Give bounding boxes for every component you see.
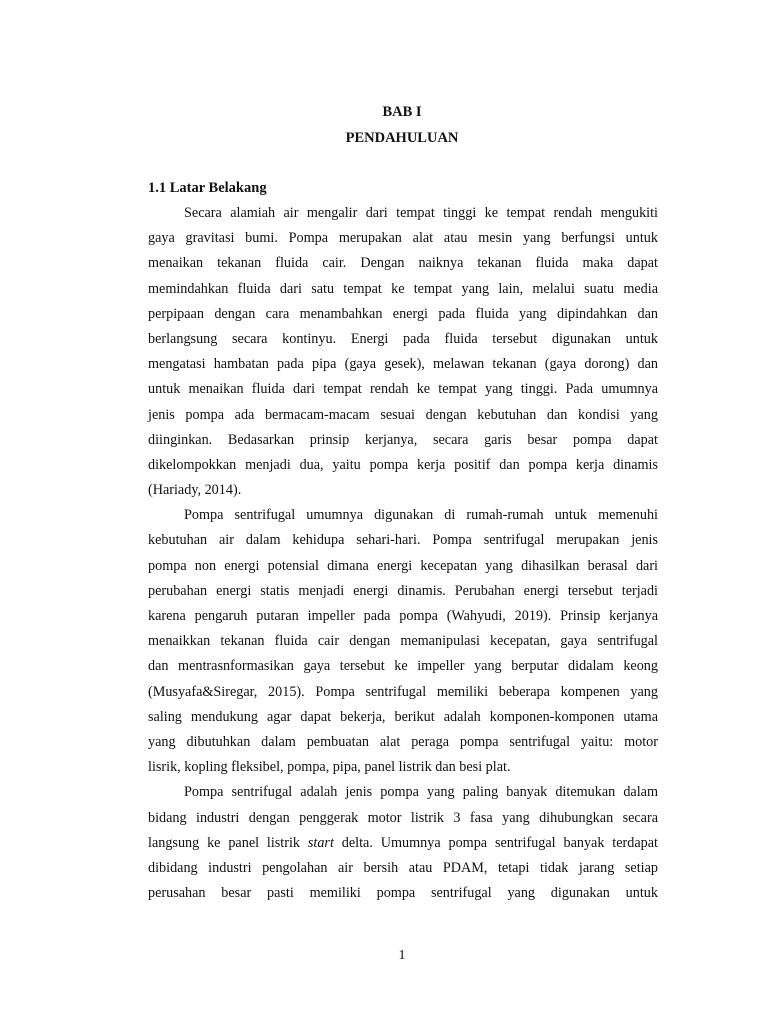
text-line: saling mendukung agar dapat bekerja, berikut adalah komponen-komponen utama bbox=[148, 708, 658, 725]
text-line: dibidang industri pengolahan air bersih atau PDAM, tetapi tidak jarang setiap bbox=[148, 859, 658, 876]
text-segment: delta. Umumnya pompa sentrifugal banyak terdapat bbox=[333, 834, 658, 851]
text-line: karena pengaruh putaran impeller pada pompa (Wahyudi, 2019). Prinsip kerjanya bbox=[148, 608, 658, 624]
text-line: diinginkan. Bedasarkan prinsip kerjanya, secara garis besar pompa dapat bbox=[148, 431, 658, 448]
text-line: lisrik, kopling fleksibel, pompa, pipa, panel listrik dan besi plat. bbox=[148, 759, 511, 776]
text-line: perpipaan dengan cara menambahkan energi pada fluida yang dipindahkan dan bbox=[148, 305, 658, 322]
text-line: memindahkan fluida dari satu tempat ke tempat yang lain, melalui suatu media bbox=[148, 280, 658, 297]
text-line bbox=[148, 831, 658, 856]
text-line: mengatasi hambatan pada pipa (gaya gesek), melawan tekanan (gaya dorong) dan bbox=[148, 356, 658, 373]
text-line: perubahan energi statis menjadi energi dinamis. Perubahan energi tersebut terjadi bbox=[148, 582, 658, 599]
text-line: berlangsung secara kontinyu. Energi pada fluida tersebut digunakan untuk bbox=[148, 330, 658, 347]
text-line: yang dibutuhkan dalam pembuatan alat peraga pompa sentrifugal yaitu: motor bbox=[148, 733, 658, 750]
text-line: menaikkan tekanan fluida cair dengan memanipulasi kecepatan, gaya sentrifugal bbox=[148, 633, 658, 650]
text-line: gaya gravitasi bumi. Pompa merupakan alat atau mesin yang berfungsi untuk bbox=[148, 230, 658, 247]
text-line: bidang industri dengan penggerak motor listrik 3 fasa yang dihubungkan secara bbox=[148, 809, 658, 826]
text-line: (Musyafa&Siregar, 2015). Pompa sentrifugal memiliki beberapa kompenen yang bbox=[148, 683, 658, 700]
text-segment: langsung ke panel listrik bbox=[148, 834, 308, 851]
section-heading: 1.1 Latar Belakang bbox=[148, 180, 267, 196]
text-line: dan mentrasnformasikan gaya tersebut ke impeller yang berputar didalam keong bbox=[148, 658, 658, 675]
body-text bbox=[148, 201, 658, 906]
text-line: dikelompokkan menjadi dua, yaitu pompa kerja positif dan pompa kerja dinamis bbox=[148, 456, 658, 473]
text-line: pompa non energi potensial dimana energi kecepatan yang dihasilkan berasal dari bbox=[148, 557, 658, 574]
text-line: jenis pompa ada bermacam-macam sesuai dengan kebutuhan dan kondisi yang bbox=[148, 406, 658, 423]
text-line: Pompa sentrifugal adalah jenis pompa yang paling banyak ditemukan dalam bbox=[184, 784, 658, 801]
text-line: Pompa sentrifugal umumnya digunakan di rumah-rumah untuk memenuhi bbox=[184, 507, 658, 524]
text-line: (Hariady, 2014). bbox=[148, 482, 242, 499]
text-line: Secara alamiah air mengalir dari tempat tinggi ke tempat rendah mengukiti bbox=[184, 205, 658, 221]
page-number: 1 bbox=[398, 948, 406, 963]
chapter-number: BAB I bbox=[382, 104, 422, 120]
text-line: untuk menaikan fluida dari tempat rendah ke tempat yang tinggi. Pada umumnya bbox=[148, 381, 658, 398]
text-line: menaikan tekanan fluida cair. Dengan naiknya tekanan fluida maka dapat bbox=[148, 255, 658, 272]
chapter-title: PENDAHULUAN bbox=[345, 130, 459, 146]
text-line: perusahan besar pasti memiliki pompa sentrifugal yang digunakan untuk bbox=[148, 885, 658, 902]
text-line: kebutuhan air dalam kehidupa sehari-hari. Pompa sentrifugal merupakan jenis bbox=[148, 532, 658, 549]
italic-term: start bbox=[307, 834, 334, 851]
